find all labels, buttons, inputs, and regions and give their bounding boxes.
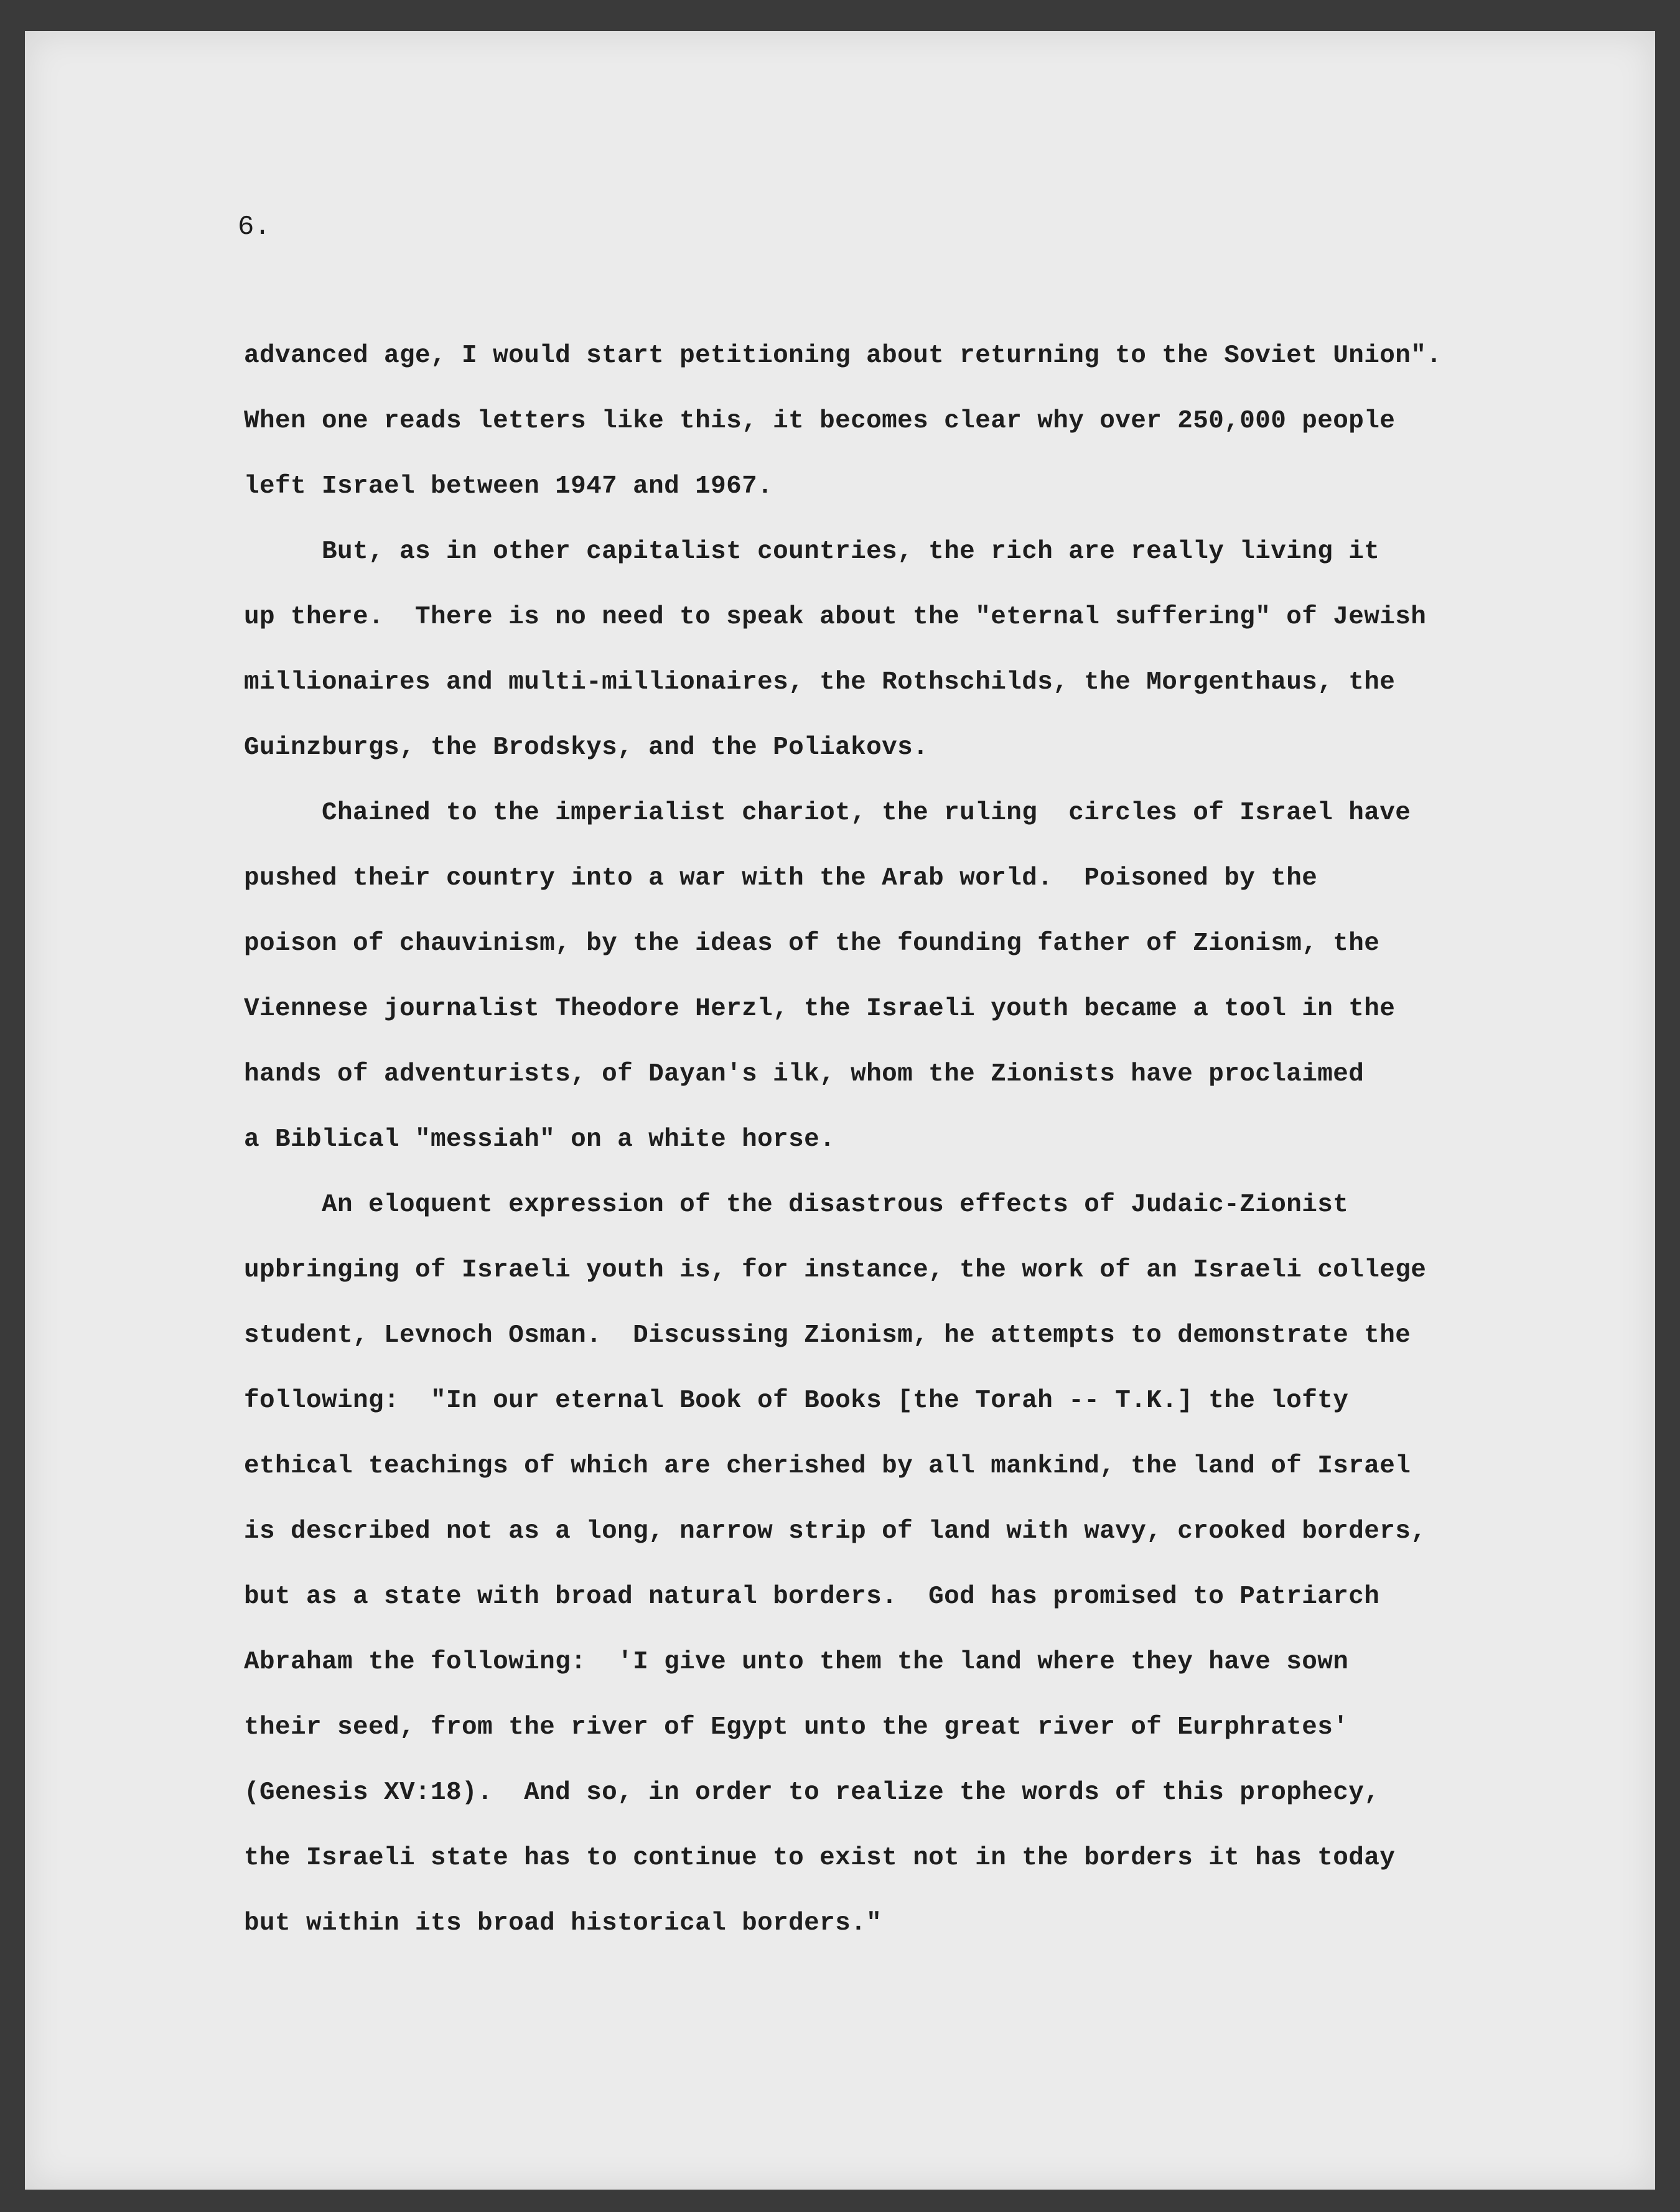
text-line: upbringing of Israeli youth is, for instance, the work of an Israeli college xyxy=(244,1256,1427,1285)
text-line: pushed their country into a war with the Arab world. Poisoned by the xyxy=(244,864,1318,893)
text-line: ethical teachings of which are cherished by all mankind, the land of Israel xyxy=(244,1452,1411,1480)
text-line: advanced age, I would start petitioning about returning to the Soviet Union". xyxy=(244,342,1442,370)
paragraph-4 xyxy=(244,1173,1526,1956)
text-line: their seed, from the river of Egypt unto the great river of Eurphrates' xyxy=(244,1713,1349,1742)
page-number: 6. xyxy=(238,211,271,243)
text-line: An eloquent expression of the disastrous effects of Judaic-Zionist xyxy=(244,1191,1349,1219)
text-line: the Israeli state has to continue to exist not in the borders it has today xyxy=(244,1844,1396,1872)
text-line: millionaires and multi-millionaires, the Rothschilds, the Morgenthaus, the xyxy=(244,668,1396,697)
document-page xyxy=(25,31,1655,2190)
text-line: (Genesis XV:18). And so, in order to realize the words of this prophecy, xyxy=(244,1778,1380,1807)
text-line: Abraham the following: 'I give unto them the land where they have sown xyxy=(244,1648,1349,1676)
text-line: poison of chauvinism, by the ideas of the founding father of Zionism, the xyxy=(244,929,1380,958)
text-line: Chained to the imperialist chariot, the ruling circles of Israel have xyxy=(244,799,1411,827)
paragraph-2 xyxy=(244,519,1526,781)
text-line: is described not as a long, narrow strip of land with wavy, crooked borders, xyxy=(244,1517,1427,1546)
text-line: student, Levnoch Osman. Discussing Zionism, he attempts to demonstrate the xyxy=(244,1321,1411,1350)
text-line: up there. There is no need to speak about the "eternal suffering" of Jewish xyxy=(244,603,1427,631)
text-line: Viennese journalist Theodore Herzl, the Israeli youth became a tool in the xyxy=(244,995,1396,1023)
text-line: Guinzburgs, the Brodskys, and the Poliakovs. xyxy=(244,733,929,762)
text-line: but within its broad historical borders." xyxy=(244,1909,882,1938)
text-line: but as a state with broad natural borders. God has promised to Patriarch xyxy=(244,1582,1380,1611)
text-line: But, as in other capitalist countries, the rich are really living it xyxy=(244,537,1380,566)
paragraph-3 xyxy=(244,781,1526,1173)
body-text xyxy=(244,323,1526,1956)
paragraph-1 xyxy=(244,323,1526,519)
text-line: hands of adventurists, of Dayan's ilk, whom the Zionists have proclaimed xyxy=(244,1060,1365,1089)
text-line: a Biblical "messiah" on a white horse. xyxy=(244,1125,836,1154)
text-line: When one reads letters like this, it becomes clear why over 250,000 people xyxy=(244,407,1396,435)
text-line: left Israel between 1947 and 1967. xyxy=(244,472,773,501)
text-line: following: "In our eternal Book of Books [the Torah -- T.K.] the lofty xyxy=(244,1387,1349,1415)
